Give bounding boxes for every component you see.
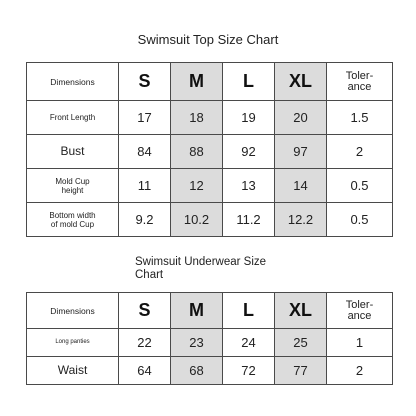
row-label-line-2: height: [61, 185, 84, 195]
bottom-title-line-2: Chart: [135, 269, 164, 281]
cell-value: 64: [119, 357, 171, 385]
tolerance-line-2: ance: [347, 309, 372, 322]
header-dimensions: Dimensions: [27, 63, 119, 101]
header-dimensions: Dimensions: [27, 293, 119, 329]
cell-value: 92: [223, 135, 275, 169]
cell-value: 9.2: [119, 203, 171, 237]
table-row: [27, 203, 393, 237]
cell-value: 12: [171, 169, 223, 203]
table-row: [27, 169, 393, 203]
cell-value: 97: [275, 135, 327, 169]
cell-value: 72: [223, 357, 275, 385]
tolerance-line-1: Toler-: [345, 69, 374, 82]
row-label-bust: Bust: [27, 135, 119, 169]
cell-value: 14: [275, 169, 327, 203]
cell-tolerance: 0.5: [327, 203, 393, 237]
row-label-front-length: Front Length: [27, 101, 119, 135]
bottom-size-table: [26, 292, 393, 385]
cell-value: 19: [223, 101, 275, 135]
cell-value: 22: [119, 329, 171, 357]
top-chart-title: Swimsuit Top Size Chart: [137, 32, 279, 47]
top-size-table: [26, 62, 393, 237]
cell-value: 24: [223, 329, 275, 357]
row-label-line-2: of mold Cup: [50, 219, 95, 229]
row-label-long-panties: Long panties: [27, 329, 119, 357]
header-size-xl: XL: [275, 63, 327, 101]
tolerance-line-2: ance: [347, 80, 372, 93]
cell-value: 88: [171, 135, 223, 169]
cell-value: 10.2: [171, 203, 223, 237]
header-size-m: M: [171, 293, 223, 329]
cell-value: 12.2: [275, 203, 327, 237]
bottom-title-line-1: Swimsuit Underwear Size: [135, 256, 267, 268]
cell-value: 11: [119, 169, 171, 203]
cell-value: 68: [171, 357, 223, 385]
row-label-bottom-width: [27, 203, 119, 237]
cell-value: 20: [275, 101, 327, 135]
header-size-l: L: [223, 293, 275, 329]
cell-value: 25: [275, 329, 327, 357]
table-row: [27, 329, 393, 357]
table-header-row: [27, 293, 393, 329]
cell-tolerance: 2: [327, 135, 393, 169]
header-size-m: M: [171, 63, 223, 101]
header-size-s: S: [119, 63, 171, 101]
cell-value: 13: [223, 169, 275, 203]
table-row: [27, 357, 393, 385]
cell-value: 17: [119, 101, 171, 135]
table-row: [27, 135, 393, 169]
cell-value: 11.2: [223, 203, 275, 237]
row-label-waist: Waist: [27, 357, 119, 385]
row-label-line-1: Mold Cup: [55, 176, 90, 186]
header-size-s: S: [119, 293, 171, 329]
cell-value: 18: [171, 101, 223, 135]
header-size-l: L: [223, 63, 275, 101]
bottom-chart-title: [135, 256, 295, 282]
header-size-xl: XL: [275, 293, 327, 329]
table-header-row: [27, 63, 393, 101]
row-label-line-1: Bottom width: [49, 210, 96, 220]
cell-tolerance: 1.5: [327, 101, 393, 135]
cell-value: 84: [119, 135, 171, 169]
table-row: [27, 101, 393, 135]
cell-tolerance: 0.5: [327, 169, 393, 203]
header-tolerance: [327, 293, 393, 329]
row-label-mold-cup-height: [27, 169, 119, 203]
tolerance-line-1: Toler-: [345, 298, 374, 311]
cell-tolerance: 2: [327, 357, 393, 385]
header-tolerance: [327, 63, 393, 101]
cell-value: 77: [275, 357, 327, 385]
cell-tolerance: 1: [327, 329, 393, 357]
cell-value: 23: [171, 329, 223, 357]
